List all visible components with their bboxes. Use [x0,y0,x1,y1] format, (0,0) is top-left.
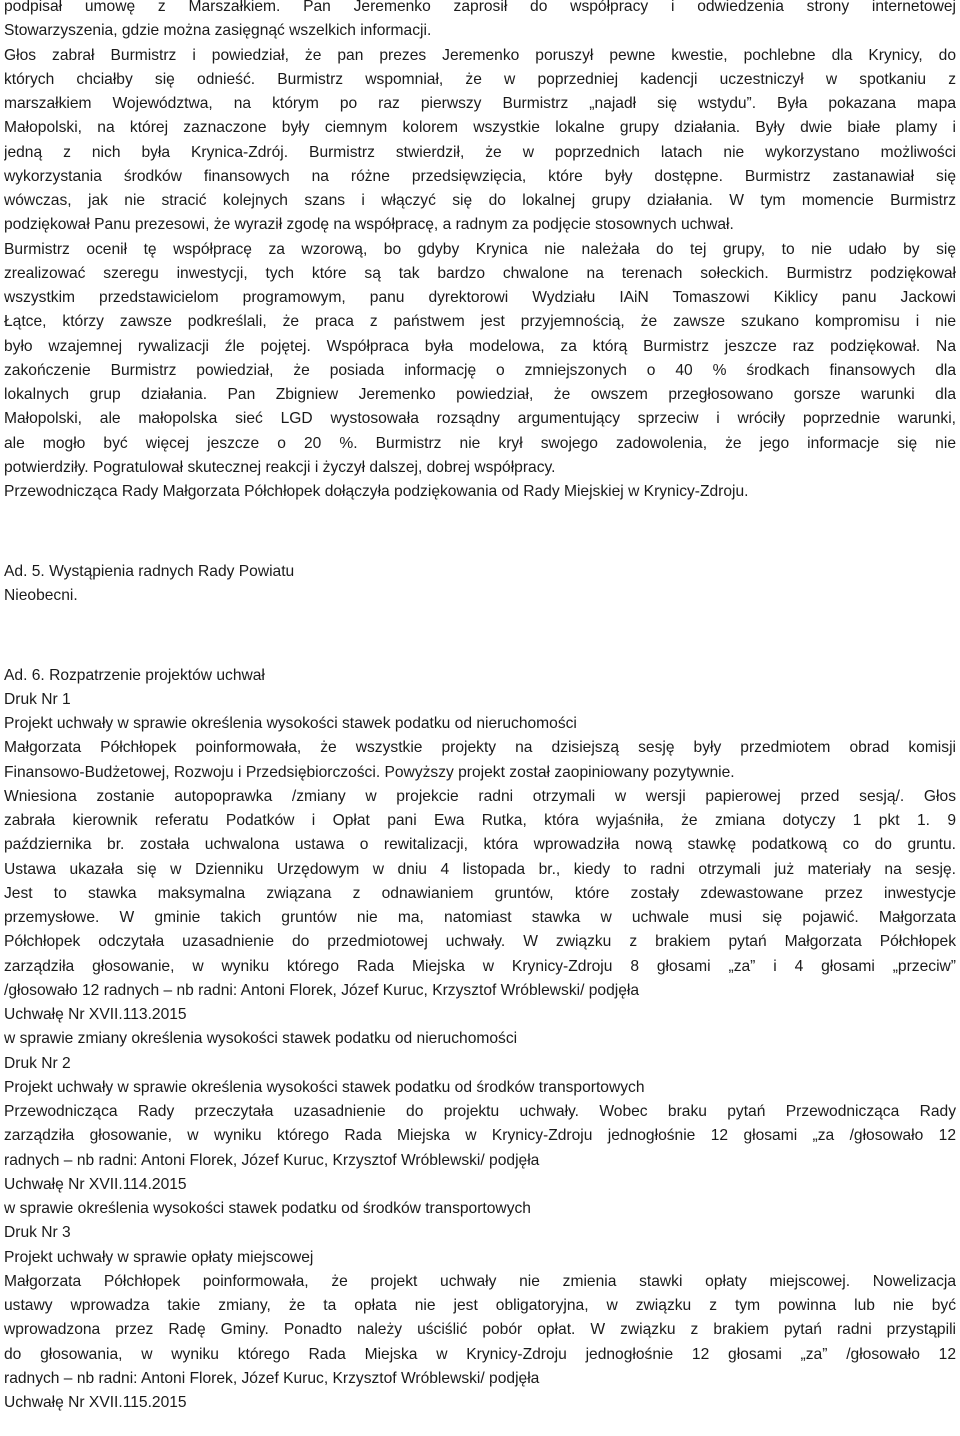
text-line: Finansowo-Budżetowej, Rozwoju i Przedsiębiorczości. Powyższy projekt został zaopiniowany pozytywnie. [4,763,735,781]
text-line: ale mogło być więcej jeszcze o 20 %. Burmistrz nie krył swojego zadowolenia, że jego informacje się nie [4,434,956,452]
text-line: Wniesiona zostanie autopoprawka /zmiany w projekcie radni otrzymali w wersji papierowej przed sesją/. Głos [4,787,956,805]
text-line: Uchwałę Nr XVII.113.2015 [4,1006,187,1024]
text-line: Przewodnicząca Rady przeczytała uzasadnienie do projektu uchwały. Wobec braku pytań Przewodnicząca Rady [4,1103,956,1121]
text-line: Głos zabrał Burmistrz i powiedział, że pan prezes Jeremenko poruszył pewne kwestie, pochlebne dla Krynicy, do [4,46,956,64]
text-line: wówczas, jak nie stracić kolejnych szans i włączyć się do lokalnej grupy działania. W tym momencie Burmistrz [4,192,956,209]
text-line: Łątce, którzy zawsze podkreślali, że praca z państwem jest przyjemnością, że zawsze szukano kompromisu i nie [4,313,956,331]
text-line: Burmistrz ocenił tę współpracę za wzorową, bo gdyby Krynica nie należała do tej grupy, to nie udało by się [4,240,956,258]
text-line: było wzajemnej rywalizacji źle pojętej. Współpraca była modelowa, za którą Burmistrz jeszcze raz podziękował. Na [4,337,956,355]
text-line: Ustawa ukazała się w Dzienniku Urzędowym w dniu 4 listopada br., kiedy to radni otrzymali już materiały na sesję. [4,860,956,878]
text-line: zabrała kierownik referatu Podatków i Opłat pani Ewa Rutka, która wyjaśniła, że zmiana dotyczy 1 pkt 1. 9 [4,812,956,830]
text-line: przemysłowe. W gminie takich gruntów nie ma, natomiast stawka w uchwale musi się pojawić. Małgorzata [4,909,956,927]
text-line: Jest to stawka maksymalna związana z odnawianiem gruntów, które zostały zdewastowane przez inwestycje [4,884,956,902]
text-line: zarządziła głosowanie, w wyniku którego Rada Miejska w Krynicy-Zdroju 8 głosami „za” i 4 głosami „przeciw” [4,957,956,975]
text-line: lokalnych grup działania. Pan Zbigniew Jeremenko powiedział, że owszem przegłosowano gorsze warunki dla [4,386,956,403]
text-line: w sprawie zmiany określenia wysokości stawek podatku od nieruchomości [4,1030,518,1048]
text-line: Przewodnicząca Rady Małgorzata Półchłopek dołączyła podziękowania od Rady Miejskiej w Krynicy-Zdroju. [4,483,749,500]
text-line: zarządziła głosowanie, w wyniku którego Rada Miejska w Krynicy-Zdroju jednogłośnie 12 głosami „za /głosowało 12 [4,1127,956,1145]
text-line: Druk Nr 1 [4,690,71,708]
text-line: ustawy wprowadza takie zmiany, że ta opłata nie jest obligatoryjna, w związku z tym powinna lub nie być [4,1297,956,1315]
text-line: Stowarzyszenia, gdzie można zasięgnąć wszelkich informacji. [4,22,432,40]
text-line: radnych – nb radni: Antoni Florek, Józef Kuruc, Krzysztof Wróblewski/ podjęła [4,1369,540,1387]
text-line: wykorzystania środków finansowych na różne przedsięwzięcia, które były dostępne. Burmistrz zastanawiał się [4,167,956,185]
text-line: których chciałby się odnieść. Burmistrz wspomniał, że w poprzedniej kadencji uczestniczył w spotkaniu z [4,70,956,88]
text-line: marszałkiem Województwa, na którym po raz pierwszy Burmistrz „najadł się wstydu”. Była pokazana mapa [4,95,956,112]
text-line: radnych – nb radni: Antoni Florek, Józef Kuruc, Krzysztof Wróblewski/ podjęła [4,1151,540,1169]
text-line: Małopolski, na której zaznaczone były ciemnym kolorem wszystkie lokalne grupy działania. Były dwie białe plamy i [4,119,956,137]
text-line: Małgorzata Półchłopek poinformowała, że wszystkie projekty na dzisiejszą sesję były przedmiotem obrad komisji [4,739,956,757]
text-line: Projekt uchwały w sprawie opłaty miejscowej [4,1248,314,1266]
text-line: Małgorzata Półchłopek poinformowała, że projekt uchwały nie zmienia stawki opłaty miejscowej. Nowelizacja [4,1272,956,1290]
text-line: Półchłopek odczytała uzasadnienie do przedmiotowej uchwały. W związku z brakiem pytań Małgorzata Półchłopek [4,933,956,951]
text-line: w sprawie określenia wysokości stawek podatku od środków transportowych [4,1200,531,1218]
text-line: wprowadzona przez Radę Gminy. Ponadto należy uściślić pobór opłat. W związku z brakiem pytań radni przystąpili [4,1321,956,1339]
text-line: zrealizować szeregu inwestycji, tych które są tak bardzo chwalone na terenach sołeckich. Burmistrz podziękował [4,264,956,282]
text-line: Małopolski, ale małopolska sieć LGD wystosowała rozsądny argumentujący sprzeciw i wróciły poprzednie warunki, [4,410,956,428]
text-line: podpisał umowę z Marszałkiem. Pan Jeremenko zaprosił do współpracy i odwiedzenia strony internetowej [4,0,956,15]
text-line: Ad. 6. Rozpatrzenie projektów uchwał [4,666,265,684]
text-line: zakończenie Burmistrz powiedział, że posiada informację o zmniejszonych o 40 % środkach finansowych dla [4,361,956,379]
text-line: Druk Nr 3 [4,1224,71,1242]
blank-line [4,624,956,648]
text-line: Uchwałę Nr XVII.114.2015 [4,1175,187,1193]
text-line: Projekt uchwały w sprawie określenia wysokości stawek podatku od nieruchomości [4,715,577,733]
text-line: potwierdziły. Pogratulował skutecznej reakcji i życzył dalszej, dobrej współpracy. [4,458,556,476]
text-line: jedną z nich była Krynica-Zdrój. Burmistrz stwierdził, że w poprzednich latach nie wykorzystano możliwości [4,143,956,161]
text-line: Uchwałę Nr XVII.115.2015 [4,1394,187,1412]
text-line: Druk Nr 2 [4,1054,71,1072]
text-line: Nieobecni. [4,586,78,604]
text-line: do głosowania, w wyniku którego Rada Miejska w Krynicy-Zdroju jednogłośnie 12 głosami „za” /głosowało 12 [4,1345,956,1363]
text-line: /głosowało 12 radnych – nb radni: Antoni Florek, Józef Kuruc, Krzysztof Wróblewski/ podjęła [4,981,640,999]
text-line: podziękował Panu prezesowi, że wyraził zgodę na współpracę, a radnym za podjęcie stosownych uchwał. [4,216,734,234]
text-line: października br. została uchwalona ustawa o rewitalizacji, która wprowadziła nową stawkę podatkową co do gruntu. [4,836,956,854]
text-line: Projekt uchwały w sprawie określenia wysokości stawek podatku od środków transportowych [4,1078,645,1096]
text-line: wszystkim przedstawicielom programowym, panu dyrektorowi Wydziału IAiN Tomaszowi Kiklicy panu Jackowi [4,289,956,306]
blank-line [4,520,956,544]
text-line: Ad. 5. Wystąpienia radnych Rady Powiatu [4,562,295,580]
